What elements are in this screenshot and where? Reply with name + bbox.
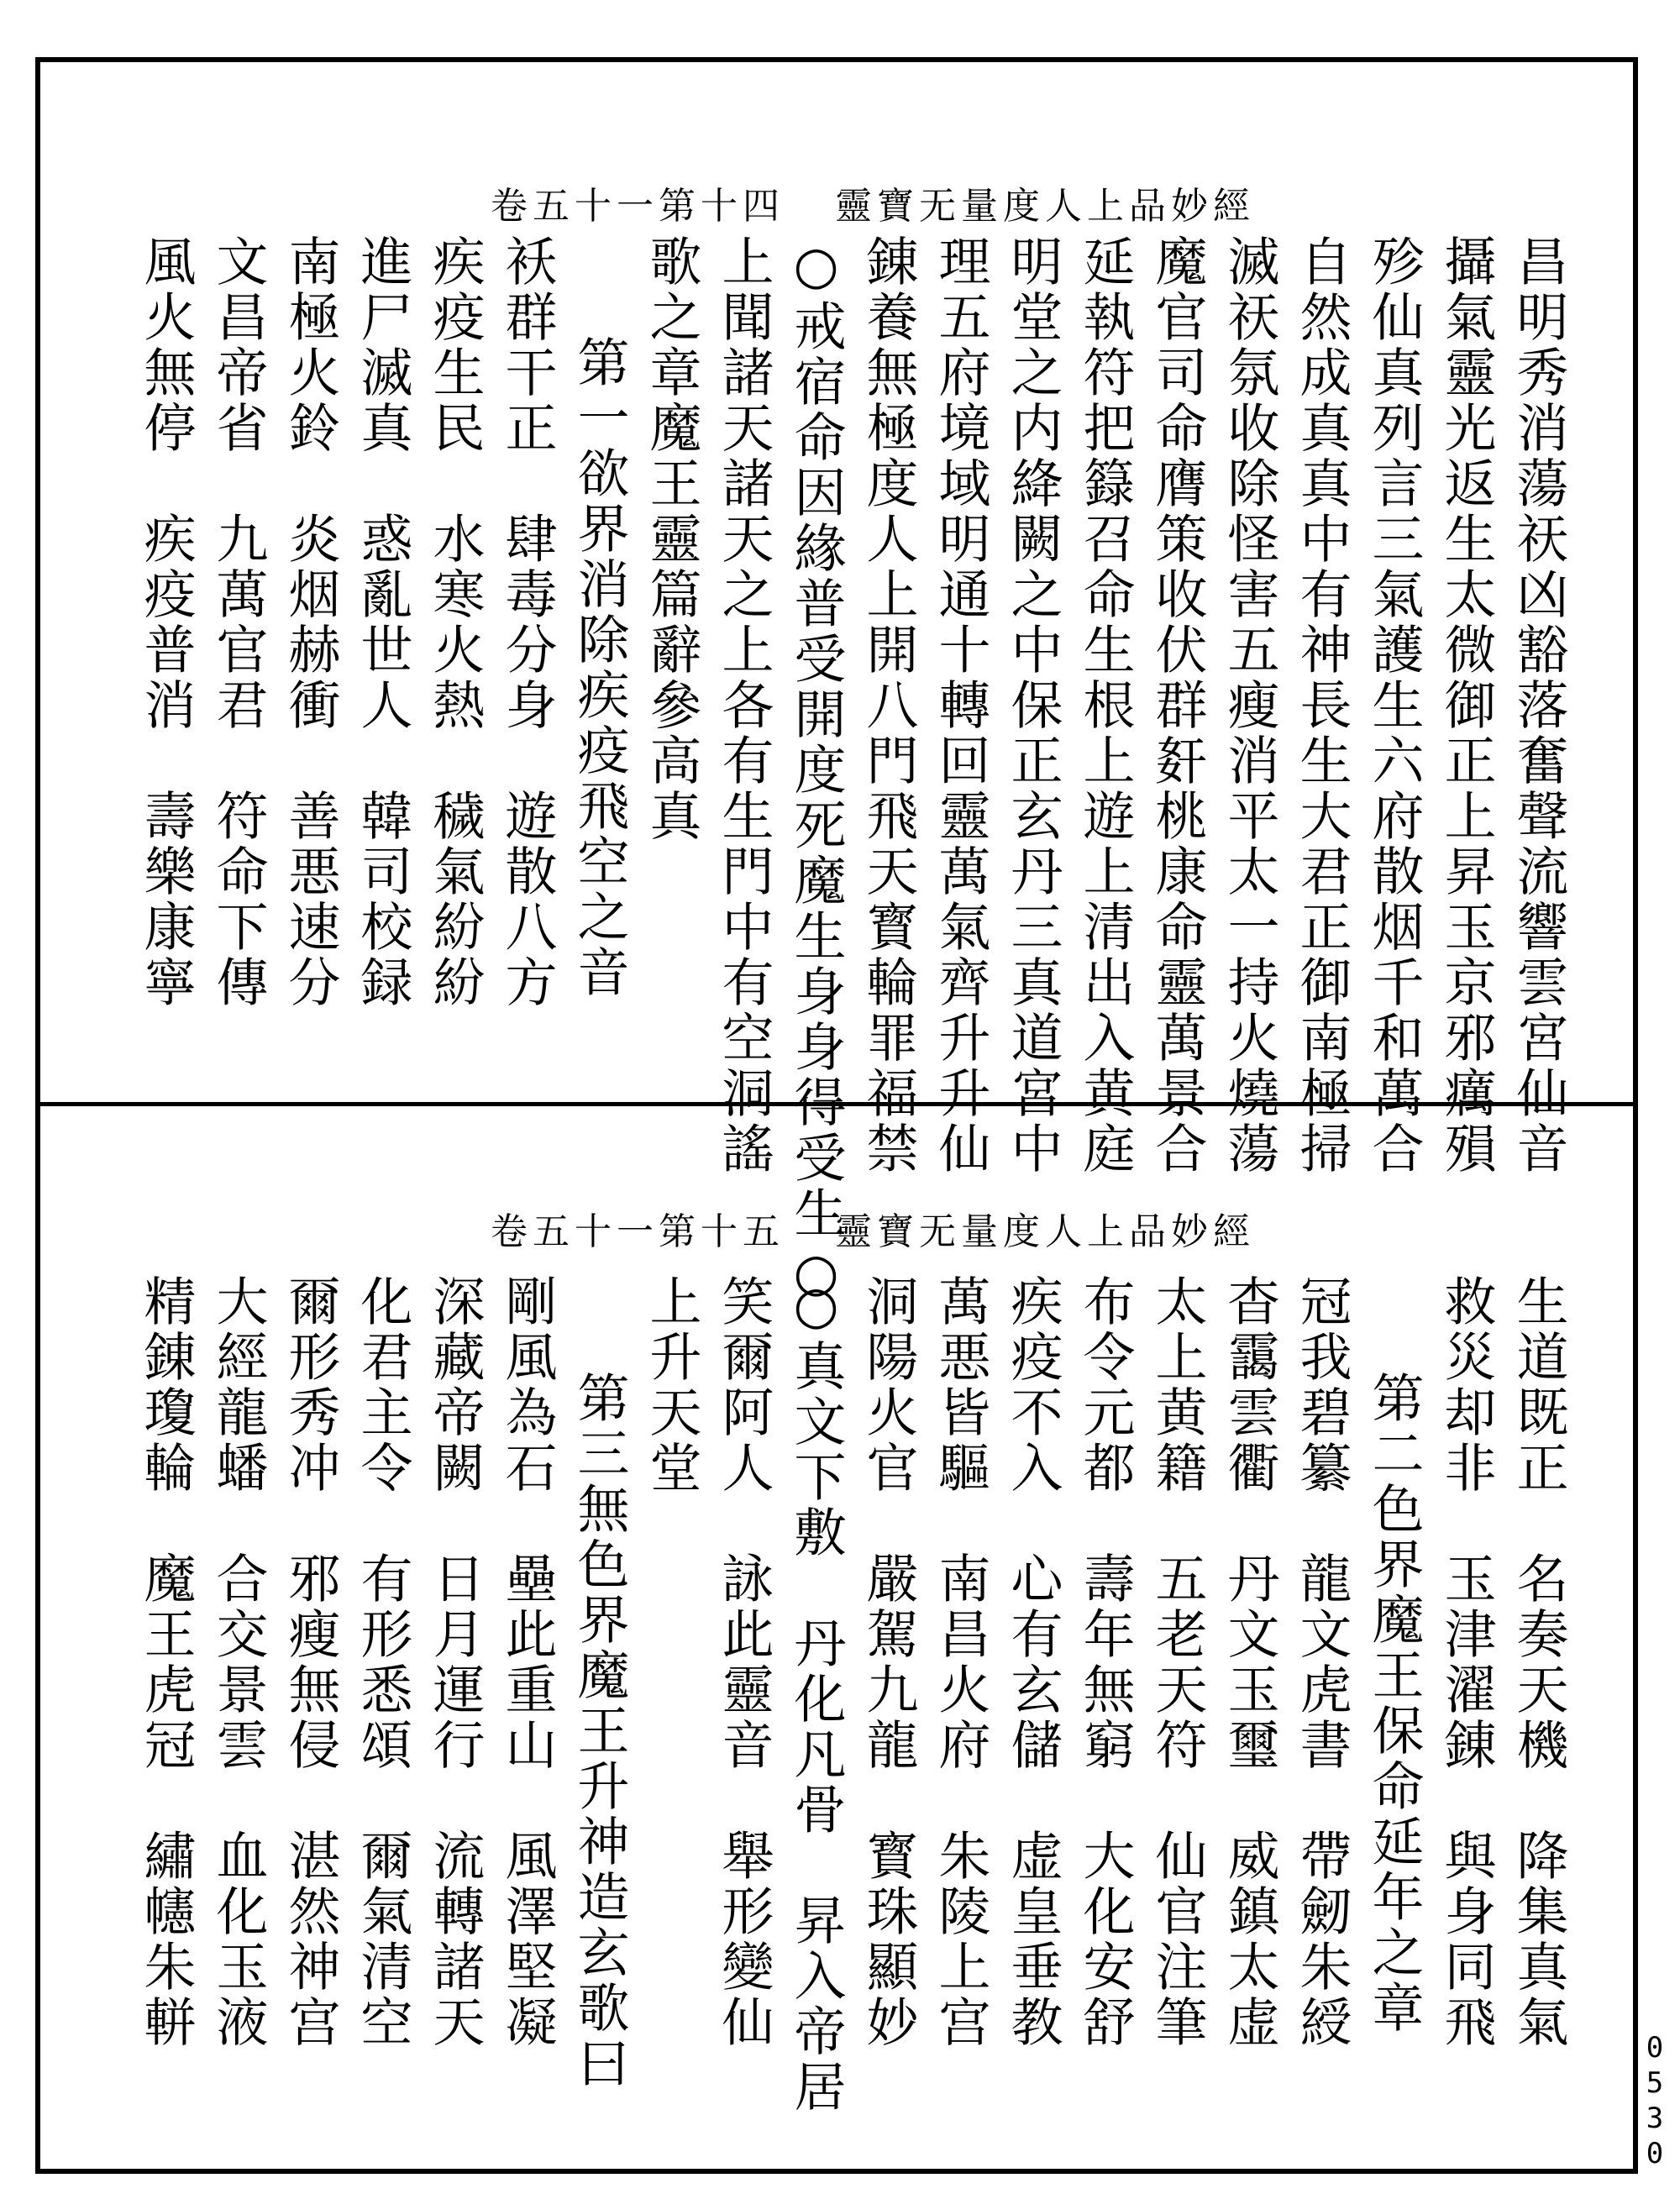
verse-column: 疾疫生民 水寒火熱 穢氣紛紛 [424,234,486,1010]
verse-column: ○真文下敷 丹化凡骨 昇入帝居 [785,1274,847,2115]
verse-column: 布令元都 壽年無窮 大化安舒 [1074,1274,1136,2050]
verse-column: 上升天堂 [641,1274,702,1496]
verse-column: 南極火鈴 炎烟赫衝 善悪速分 [280,234,341,1010]
verse-column: 深藏帝闕 日月運行 流轉諸天 [424,1274,486,2050]
verse-column: 杳靄雲衢 丹文玉璽 威鎮太虚 [1219,1274,1280,2050]
running-header [491,176,1255,229]
verse-column: 生道既正 名奏天機 降集真氣 [1508,1274,1569,2050]
verse-column: 冠我碧纂 龍文虎書 帶劒朱綬 [1291,1274,1352,2050]
page-number: 0530 [1638,2031,1672,2172]
text-column: 上聞諸天諸天之上各有生門中有空洞謠 [713,234,774,1177]
verse-column: 進尸滅真 惑亂世人 韓司校録 [352,234,413,1010]
text-column: 理五府境域明通十轉回靈萬氣齊升升仙 [930,234,991,1177]
verse-column: 疾疫不入 心有玄儲 虚皇垂教 [1002,1274,1063,2050]
section-heading: 第三無色界魔王升神造玄歌曰 [569,1371,630,2091]
verse-column: 笑爾阿人 詠此靈音 舉形變仙 [713,1274,774,2050]
text-column: 自然成真真中有神長生大君正御南極掃 [1291,234,1352,1177]
section-heading: 第二色界魔王保命延年之章 [1363,1371,1425,2036]
verse-column: 洞陽火官 嚴駕九龍 寳珠顯妙 [858,1274,919,2050]
verse-column: 大經龍蟠 合交景雲 血化玉液 [207,1274,269,2050]
text-column: 魔官司命膺策收伏群姧桃康命靈萬景合 [1147,234,1208,1177]
verse-column: 救災却非 玉津濯錬 與身同飛 [1436,1274,1497,2050]
verse-column: 化君主令 有形悉頌 爾氣清空 [352,1274,413,2050]
text-column: 殄仙真列言三氣護生六府散烟千和萬合 [1363,234,1425,1177]
text-column: 延執符把籙召命生根上遊上清出入黄庭 [1074,234,1136,1177]
verse-column: 萬悪皆驅 南昌火府 朱陵上宫 [930,1274,991,2050]
verse-column: 袄群干正 肆毒分身 遊散八方 [496,234,558,1010]
text-column: 明堂之内絳闕之中保正玄丹三真道宮中 [1002,234,1063,1177]
header-title: 靈寶无量度人上品妙經 [835,185,1255,228]
section-heading: 第一欲界消除疾疫飛空之音 [569,335,630,1000]
header-title: 靈寶无量度人上品妙經 [835,1210,1255,1253]
verse-column: 爾形秀冲 邪瘦無侵 湛然神宫 [280,1274,341,2050]
text-column: 滅祆氛收除怪害五瘦消平太一持火燒蕩 [1219,234,1280,1177]
verse-column: 剛風為石 壘此重山 風澤堅凝 [496,1274,558,2050]
header-volume: 卷五十一第十五 [491,1210,785,1253]
verse-column: 風火無停 疾疫普消 壽樂康寧 [135,234,197,1010]
text-column: 昌明秀消蕩祆凶豁落奮聲流響雲宮仙音 [1508,234,1569,1177]
verse-column: 精錬瓊輪 魔王虎冠 繡幰朱軿 [135,1274,197,2050]
header-volume: 卷五十一第十四 [491,185,785,228]
running-header [491,1201,1255,1255]
text-column: ○戒宿命因緣普受開度死魔生身身得受生○ [785,234,847,1306]
text-column: 歌之章魔王靈篇辭參高真 [641,234,702,844]
text-column: 錬養無極度人上開八門飛天寳輪罪福禁 [858,234,919,1177]
text-column: 攝氣靈光返生太微御正上昇玉京邪癘殞 [1436,234,1497,1177]
verse-column: 文昌帝省 九萬官君 符命下傳 [207,234,269,1010]
lower-page-panel [40,1106,1633,2169]
verse-column: 太上黄籍 五老天符 仙官注筆 [1147,1274,1208,2050]
